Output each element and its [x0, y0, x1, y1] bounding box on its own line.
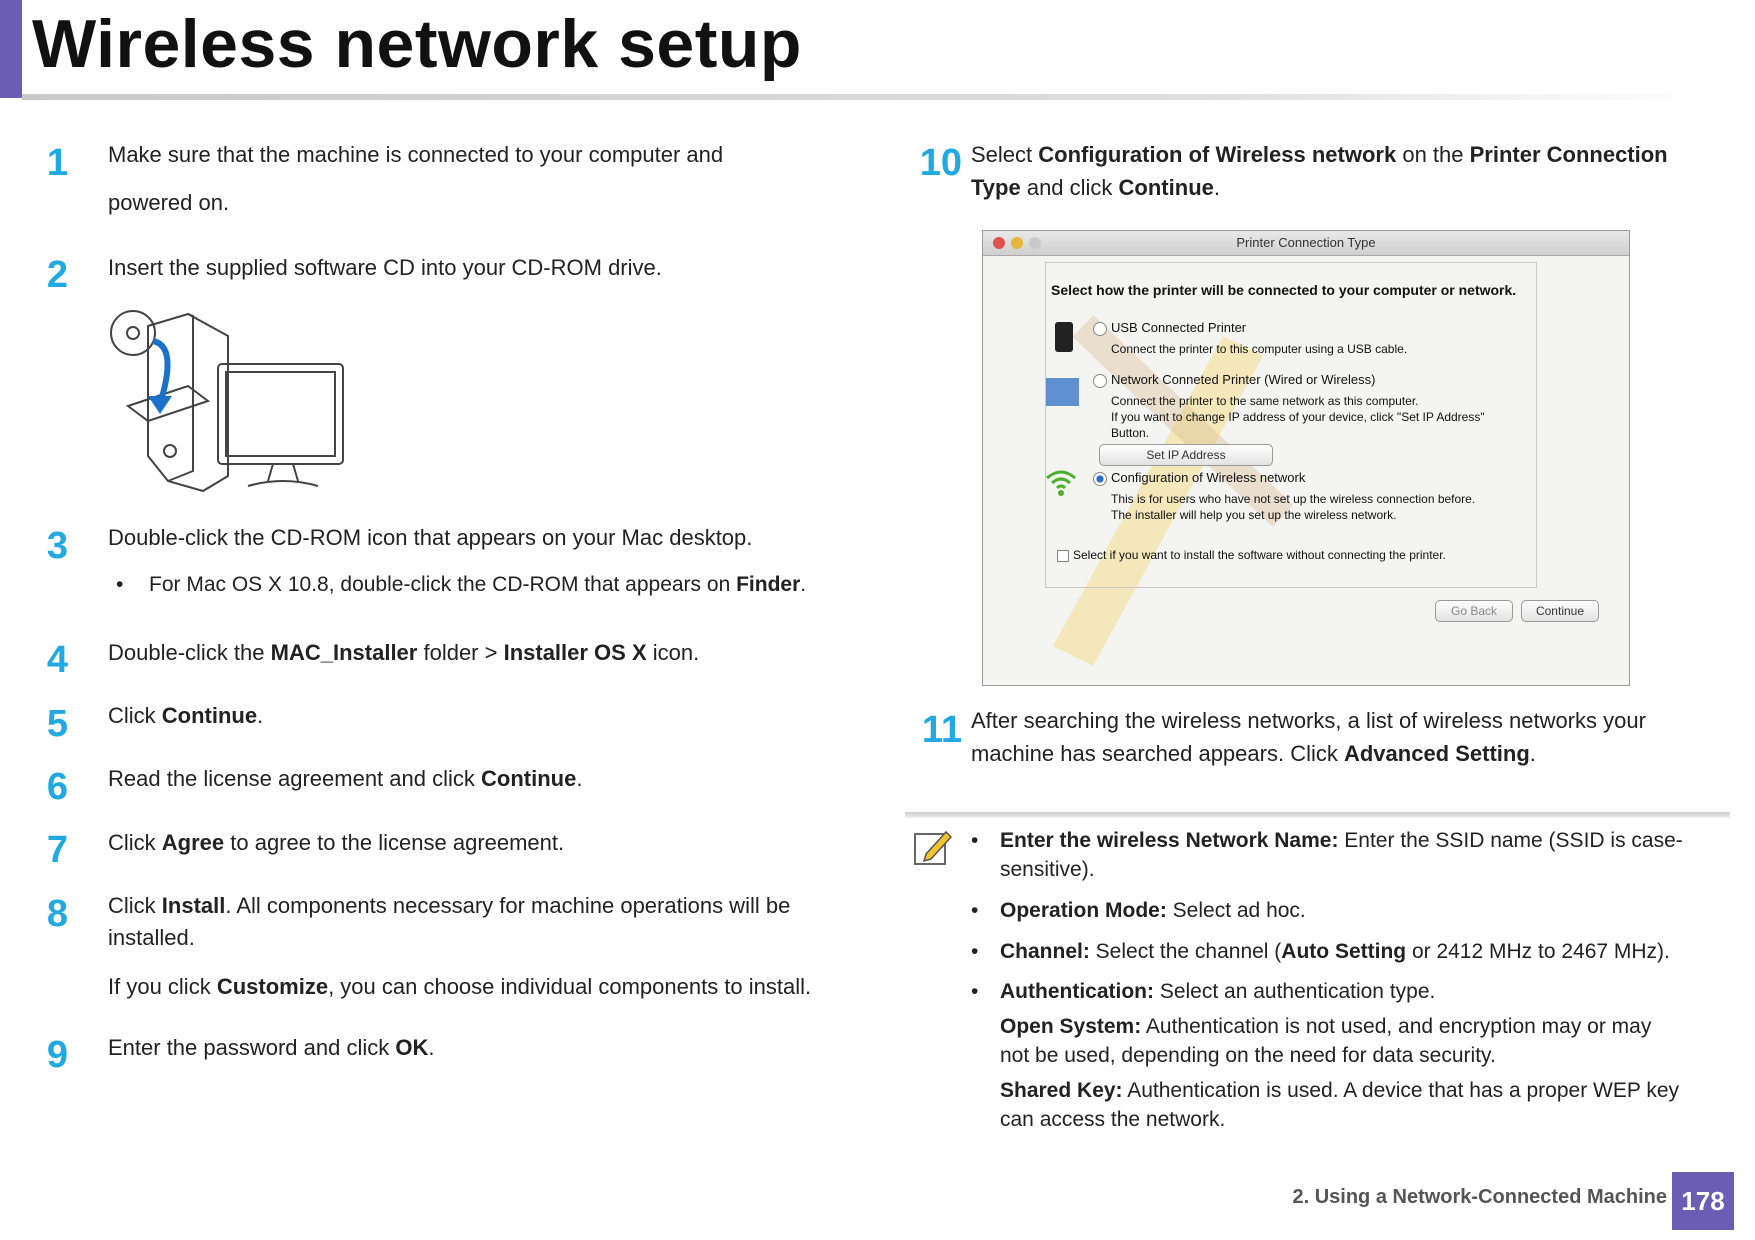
step-number: 10 — [919, 142, 962, 184]
note-divider — [905, 812, 1730, 818]
step-text: Read the license agreement and click Continue. — [108, 766, 583, 791]
mac-cd-illustration — [108, 306, 348, 496]
step-number: 1 — [46, 142, 68, 184]
note-item: Channel: Select the channel (Auto Setting or 2412 MHz to 2467 MHz). — [1000, 940, 1670, 963]
dialog-title: Printer Connection Type — [1236, 235, 1376, 250]
network-option-desc: Connect the printer to the same network as this computer. — [1111, 394, 1419, 408]
step-number: 7 — [46, 829, 68, 871]
step-text: machine has searched appears. Click Advanced Setting. — [971, 741, 1536, 766]
wireless-option-desc: This is for users who have not set up the wireless connection before. — [1111, 492, 1476, 506]
usb-option-desc: Connect the printer to this computer using a USB cable. — [1111, 342, 1408, 356]
page-title: Wireless network setup — [32, 6, 802, 82]
step-text: Double-click the MAC_Installer folder > Installer OS X icon. — [108, 640, 700, 665]
set-ip-address-button[interactable]: Set IP Address — [1099, 444, 1273, 466]
insert-arrow-icon — [153, 341, 168, 404]
note-pencil-icon — [912, 826, 954, 868]
options-panel — [1045, 262, 1537, 588]
step-text: Type and click Continue. — [971, 175, 1220, 200]
network-option-desc: Button. — [1111, 426, 1150, 440]
minimize-icon[interactable] — [1011, 237, 1023, 249]
bullet-dot: • — [116, 573, 124, 596]
page-number: 178 — [1672, 1172, 1734, 1230]
step-text: If you click Customize, you can choose individual components to install. — [108, 974, 812, 999]
step-number: 8 — [46, 893, 68, 935]
note-subitem: not be used, depending on the need for data security. — [1000, 1044, 1496, 1067]
step-text: Double-click the CD-ROM icon that appears on your Mac desktop. — [108, 525, 753, 550]
step-text: powered on. — [108, 190, 230, 215]
checkbox-label: Select if you want to install the software without connecting the printer. — [1073, 548, 1446, 562]
network-option-label: Network Conneted Printer (Wired or Wireless) — [1111, 372, 1376, 387]
zoom-icon[interactable] — [1029, 237, 1041, 249]
step-text: After searching the wireless networks, a list of wireless networks your — [971, 708, 1646, 733]
bullet-text: For Mac OS X 10.8, double-click the CD-ROM that appears on Finder. — [149, 573, 807, 596]
note-subitem: Open System: Authentication is not used, and encryption may or may — [1000, 1015, 1652, 1038]
title-accent-bar — [0, 0, 22, 98]
step-number: 6 — [46, 766, 68, 808]
usb-option-label: USB Connected Printer — [1111, 320, 1247, 335]
note-item: sensitive). — [1000, 858, 1095, 881]
step-text: Select Configuration of Wireless network on the Printer Connection — [971, 142, 1668, 167]
step-number: 4 — [46, 639, 68, 681]
printer-connection-dialog — [982, 230, 1630, 686]
continue-button[interactable]: Continue — [1521, 600, 1599, 622]
wireless-option-label: Configuration of Wireless network — [1111, 470, 1306, 485]
note-item: Enter the wireless Network Name: Enter the SSID name (SSID is case- — [1000, 829, 1683, 852]
dialog-body — [983, 256, 1629, 685]
step-text: Click Continue. — [108, 703, 264, 728]
step-text: Enter the password and click OK. — [108, 1035, 435, 1060]
dialog-titlebar — [983, 231, 1629, 256]
footer-chapter: 2. Using a Network-Connected Machine — [1292, 1186, 1667, 1208]
step-text: Make sure that the machine is connected to your computer and — [108, 142, 724, 167]
step-number: 11 — [921, 709, 962, 751]
network-option-desc: If you want to change IP address of your device, click "Set IP Address" — [1111, 410, 1485, 424]
bullet-dot: • — [971, 899, 979, 922]
step-text: installed. — [108, 925, 195, 950]
note-item: Authentication: Select an authentication type. — [1000, 980, 1436, 1003]
dialog-heading: Select how the printer will be connected to your computer or network. — [1051, 282, 1517, 298]
wireless-option-desc: The installer will help you set up the wireless network. — [1111, 508, 1397, 522]
note-item: Operation Mode: Select ad hoc. — [1000, 899, 1306, 922]
bullet-dot: • — [971, 940, 979, 963]
step-number: 9 — [46, 1034, 68, 1076]
title-underline — [22, 94, 1702, 100]
step-text: Click Install. All components necessary for machine operations will be — [108, 893, 791, 918]
step-text: Insert the supplied software CD into your CD-ROM drive. — [108, 255, 662, 280]
note-subitem: can access the network. — [1000, 1108, 1226, 1131]
note-subitem: Shared Key: Authentication is used. A device that has a proper WEP key — [1000, 1079, 1679, 1102]
bullet-dot: • — [971, 980, 979, 1003]
close-icon[interactable] — [993, 237, 1005, 249]
step-number: 3 — [46, 525, 68, 567]
step-number: 2 — [46, 254, 68, 296]
go-back-button[interactable]: Go Back — [1435, 600, 1513, 622]
step-number: 5 — [46, 703, 68, 745]
step-text: Click Agree to agree to the license agreement. — [108, 830, 565, 855]
bullet-dot: • — [971, 829, 979, 852]
